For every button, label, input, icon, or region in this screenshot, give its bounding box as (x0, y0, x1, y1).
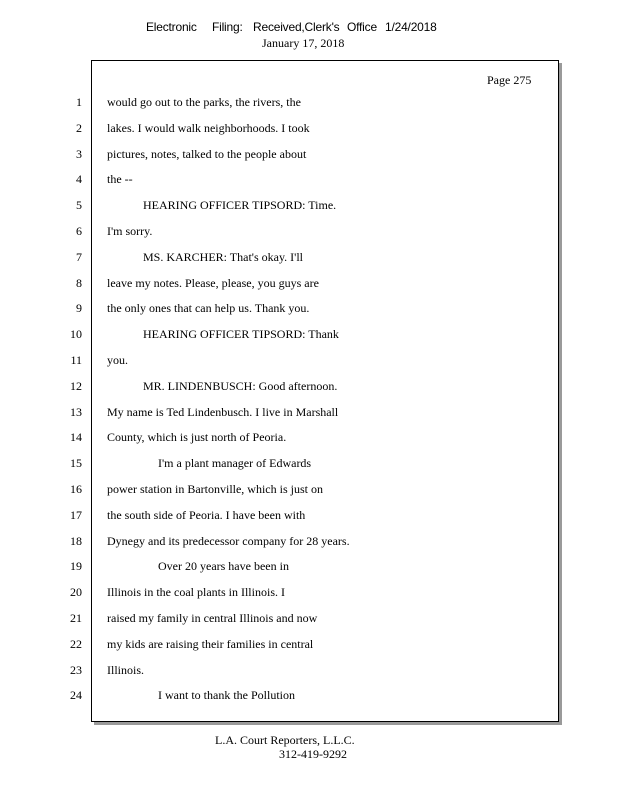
line-text: would go out to the parks, the rivers, the (107, 95, 301, 109)
line-number: 23 (70, 662, 82, 677)
line-number: 24 (70, 688, 82, 703)
transcript-line (0, 482, 618, 508)
page-number: Page 275 (487, 73, 532, 87)
line-text: power station in Bartonville, which is just on (107, 481, 323, 496)
transcript-line (0, 121, 618, 147)
transcript-line (0, 611, 618, 637)
line-text: Illinois. (107, 662, 145, 677)
stamp-filing-date: 1/24/2018 (385, 20, 437, 34)
line-number: 21 (70, 610, 82, 625)
line-text: HEARING OFFICER TIPSORD: Thank (143, 327, 339, 342)
line-number: 18 (70, 533, 82, 548)
line-text: raised my family in central Illinois and now (107, 610, 318, 625)
transcript-line (0, 663, 618, 689)
line-number: 10 (70, 327, 82, 342)
line-number: 19 (70, 559, 82, 574)
transcript-line (0, 585, 618, 611)
line-number: 16 (70, 481, 82, 496)
line-text: the south side of Peoria. I have been with (107, 507, 306, 522)
line-text: MR. LINDENBUSCH: Good afternoon. (143, 378, 338, 393)
line-number: 3 (76, 146, 82, 161)
transcript-line (0, 353, 618, 379)
transcript-line (0, 172, 618, 198)
line-number: 7 (76, 249, 82, 264)
line-number: 14 (70, 430, 82, 445)
line-text: Illinois in the coal plants in Illinois. I (107, 585, 285, 600)
transcript-line (0, 534, 618, 560)
transcript-line (0, 559, 618, 585)
line-text: I want to thank the Pollution (158, 688, 295, 703)
reporter-phone: 312-419-9292 (279, 747, 347, 761)
transcript-line (0, 405, 618, 431)
line-number: 13 (70, 404, 82, 419)
line-number: 12 (70, 378, 82, 393)
transcript-line (0, 508, 618, 534)
transcript-line (0, 198, 618, 224)
transcript-line (0, 327, 618, 353)
line-text: you. (107, 352, 128, 367)
line-text: HEARING OFFICER TIPSORD: Time. (143, 198, 337, 213)
line-text: leave my notes. Please, please, you guys are (107, 275, 319, 290)
line-number: 9 (76, 301, 82, 316)
stamp-electronic: Electronic (146, 20, 197, 34)
line-text: My name is Ted Lindenbusch. I live in Marshall (107, 404, 339, 419)
stamp-office: Office (347, 20, 377, 34)
line-number: 1 (76, 95, 82, 109)
line-text: Over 20 years have been in (158, 559, 289, 574)
line-number: 6 (76, 223, 82, 238)
transcript-line (0, 95, 618, 121)
line-text: my kids are raising their families in central (107, 636, 314, 651)
transcript-line (0, 688, 618, 714)
transcript-lines (0, 95, 618, 714)
transcript-line (0, 276, 618, 302)
line-number: 2 (76, 120, 82, 135)
line-number: 22 (70, 636, 82, 651)
filing-stamp (146, 20, 437, 34)
line-number: 5 (76, 198, 82, 213)
line-number: 17 (70, 507, 82, 522)
line-number: 8 (76, 275, 82, 290)
line-number: 20 (70, 585, 82, 600)
line-text: I'm a plant manager of Edwards (158, 456, 312, 471)
line-text: pictures, notes, talked to the people about (107, 146, 307, 161)
transcript-line (0, 250, 618, 276)
line-number: 15 (70, 456, 82, 471)
transcript-line (0, 147, 618, 173)
hearing-date: January 17, 2018 (262, 36, 345, 50)
line-text: I'm sorry. (107, 223, 153, 238)
line-text: County, which is just north of Peoria. (107, 430, 287, 445)
stamp-filing: Filing: (212, 20, 243, 34)
line-text: the only ones that can help us. Thank you. (107, 301, 310, 316)
line-text: lakes. I would walk neighborhoods. I took (107, 120, 310, 135)
reporter-company: L.A. Court Reporters, L.L.C. (215, 733, 355, 747)
line-number: 11 (70, 352, 82, 367)
transcript-line (0, 637, 618, 663)
line-text: MS. KARCHER: That's okay. I'll (143, 249, 303, 264)
transcript-line (0, 301, 618, 327)
line-text: the -- (107, 172, 133, 187)
stamp-received-clerks: Received,Clerk's (253, 20, 340, 34)
transcript-line (0, 430, 618, 456)
line-text: Dynegy and its predecessor company for 28 years. (107, 533, 350, 548)
transcript-line (0, 456, 618, 482)
line-number: 4 (76, 172, 82, 187)
transcript-line (0, 379, 618, 405)
transcript-line (0, 224, 618, 250)
